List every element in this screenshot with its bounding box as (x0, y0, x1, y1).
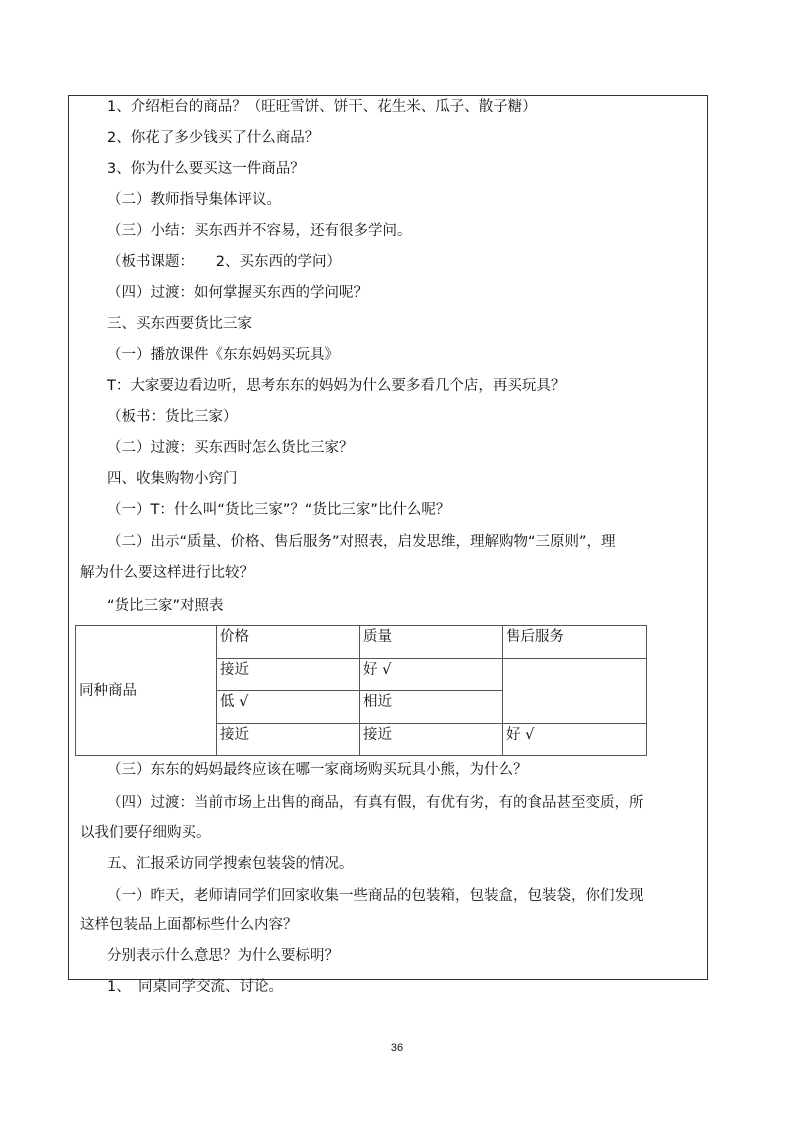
table-cell: 好 √ (503, 723, 647, 756)
header-cell: 质量 (360, 626, 503, 659)
section-heading: 五、汇报采访同学搜索包装袋的情况。 (107, 856, 354, 872)
table-cell: 接近 (217, 723, 360, 756)
text-line: （一）昨天，老师请同学们回家收集一些商品的包装箱，包装盒，包装袋，你们发现 (107, 888, 644, 904)
table-caption: “货比三家”对照表 (107, 598, 224, 614)
text-line: （二）出示“质量、价格、售后服务”对照表，启发思维，理解购物“三原则”，理 (107, 534, 616, 550)
text-line: 解为什么要这样进行比较？ (80, 565, 254, 581)
text-line: 1、 同桌同学交流、讨论。 (107, 979, 283, 995)
section-heading: 三、买东西要货比三家 (107, 316, 252, 332)
text-line: 以我们要仔细购买。 (80, 825, 211, 841)
text-line: （三）小结：买东西并不容易，还有很多学问。 (107, 223, 412, 239)
text-line: （四）过渡：如何掌握买东西的学问呢？ (107, 285, 368, 301)
text-line: （一）T：什么叫“货比三家”？“货比三家”比什么呢？ (107, 502, 451, 518)
section-heading: 四、收集购物小窍门 (107, 471, 238, 487)
text-line: （板书课题： 2、买东西的学问） (107, 254, 341, 270)
text-line: 分别表示什么意思？为什么要标明？ (107, 948, 339, 964)
table-cell: 低 √ (217, 691, 360, 724)
text-line: 这样包装品上面都标些什么内容？ (80, 917, 298, 933)
text-line: 1、介绍柜台的商品？（旺旺雪饼、饼干、花生米、瓜子、散子糖） (107, 99, 537, 115)
table-cell (503, 658, 647, 723)
text-line: （二）教师指导集体评议。 (107, 192, 281, 208)
table-cell: 接近 (360, 723, 503, 756)
header-cell: 售后服务 (503, 626, 647, 659)
text-line: （一）播放课件《东东妈妈买玩具》 (107, 347, 339, 363)
page-number: 36 (390, 1042, 404, 1054)
text-line: （板书：货比三家） (107, 409, 238, 425)
text-line: （三）东东的妈妈最终应该在哪一家商场购买玩具小熊，为什么？ (107, 762, 528, 778)
text-line: 3、你为什么要买这一件商品？ (107, 161, 305, 177)
row-header-cell: 同种商品 (76, 626, 217, 756)
table-row (76, 626, 647, 659)
text-line: （四）过渡：当前市场上出售的商品，有真有假，有优有劣，有的食品甚至变质，所 (107, 795, 644, 811)
comparison-table (75, 625, 647, 756)
table-cell: 相近 (360, 691, 503, 724)
header-cell: 价格 (217, 626, 360, 659)
text-line: （二）过渡：买东西时怎么货比三家？ (107, 440, 354, 456)
text-line: T：大家要边看边听，思考东东的妈妈为什么要多看几个店，再买玩具？ (107, 378, 566, 394)
text-line: 2、你花了多少钱买了什么商品？ (107, 130, 320, 146)
table-cell: 接近 (217, 658, 360, 691)
table-cell: 好 √ (360, 658, 503, 691)
